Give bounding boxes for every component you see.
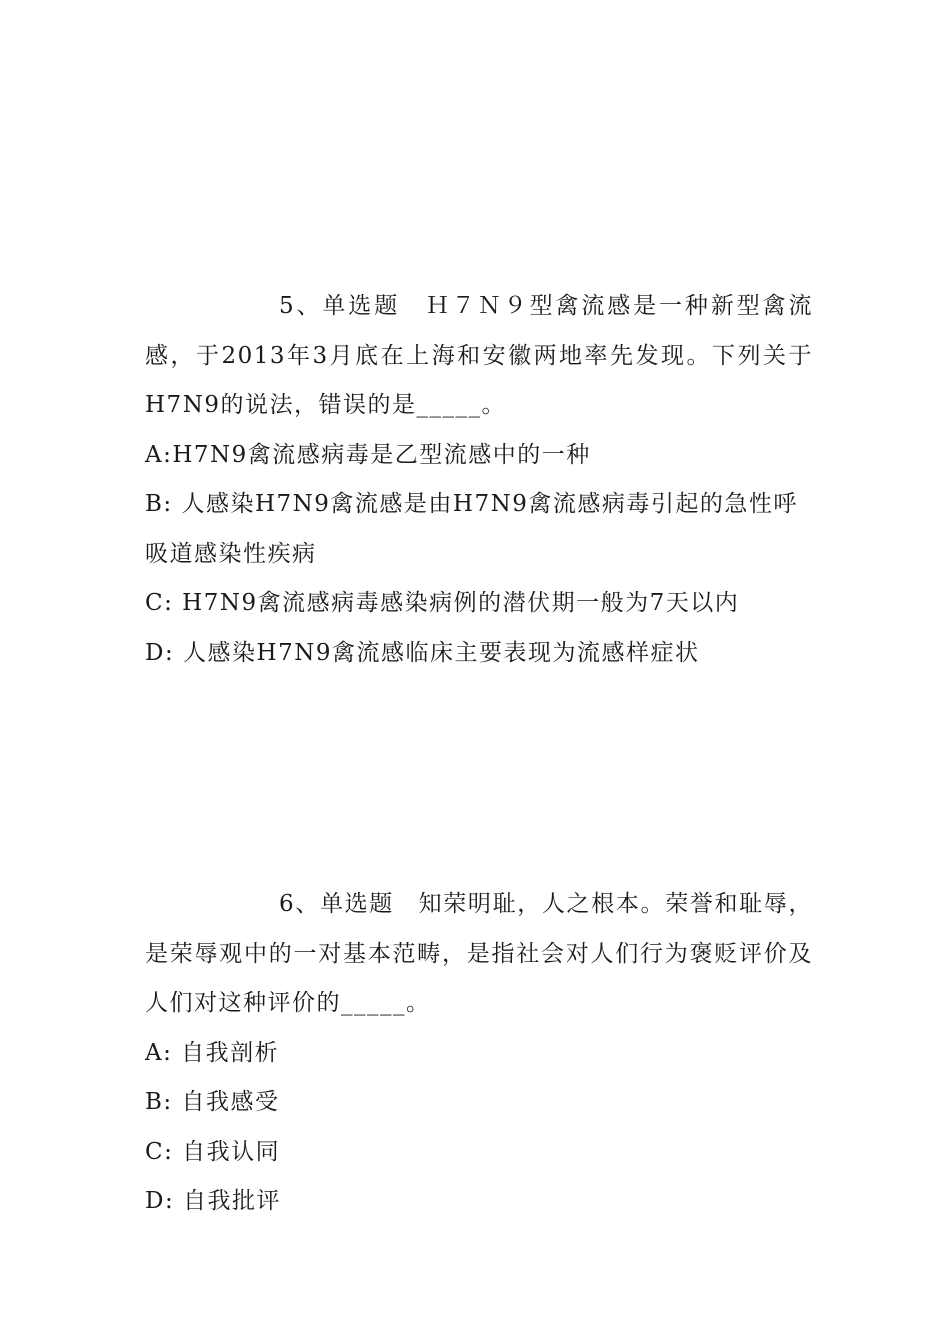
option-letter: A: <box>145 441 173 468</box>
option-text: 自我认同 <box>173 1138 281 1165</box>
option-c <box>145 1128 813 1178</box>
option-text: H7N9禽流感病毒是乙型流感中的一种 <box>172 441 591 468</box>
option-letter: D: <box>145 639 175 666</box>
option-a <box>145 431 813 481</box>
question-stem: 5、单选题 Ｈ７Ｎ９型禽流感是一种新型禽流感，于2013年3月底在上海和安徽两地率先发现。下列关于H7N9的说法，错误的是_____。 <box>145 293 813 418</box>
option-letter: C: <box>145 1138 174 1165</box>
option-text: 自我剖析 <box>172 1039 280 1066</box>
option-text: 自我感受 <box>172 1089 280 1115</box>
option-letter: B: <box>145 1089 173 1115</box>
option-text: 人感染H7N9禽流感是由H7N9禽流感病毒引起的急性呼吸道感染性疾病 <box>145 491 798 567</box>
option-text: 人感染H7N9禽流感临床主要表现为流感样症状 <box>174 639 700 666</box>
option-a <box>145 1029 813 1079</box>
option-b <box>145 1078 813 1128</box>
question-stem: 6、单选题 知荣明耻，人之根本。荣誉和耻辱，是荣辱观中的一对基本范畴，是指社会对人们行为褒贬评价及人们对这种评价的_____。 <box>145 891 813 1016</box>
option-d <box>145 1177 813 1227</box>
option-letter: C: <box>145 590 174 616</box>
option-letter: D: <box>145 1188 175 1214</box>
option-list <box>145 431 813 679</box>
option-d <box>145 629 813 679</box>
option-letter: B: <box>145 491 173 517</box>
option-c <box>145 579 813 629</box>
option-letter: A: <box>145 1039 173 1066</box>
option-text: 自我批评 <box>174 1188 282 1214</box>
option-b <box>145 480 813 579</box>
option-text: H7N9禽流感病毒感染病例的潜伏期一般为7天以内 <box>173 590 740 616</box>
question-5 <box>145 282 813 678</box>
question-6 <box>145 880 813 1227</box>
option-list <box>145 1029 813 1227</box>
